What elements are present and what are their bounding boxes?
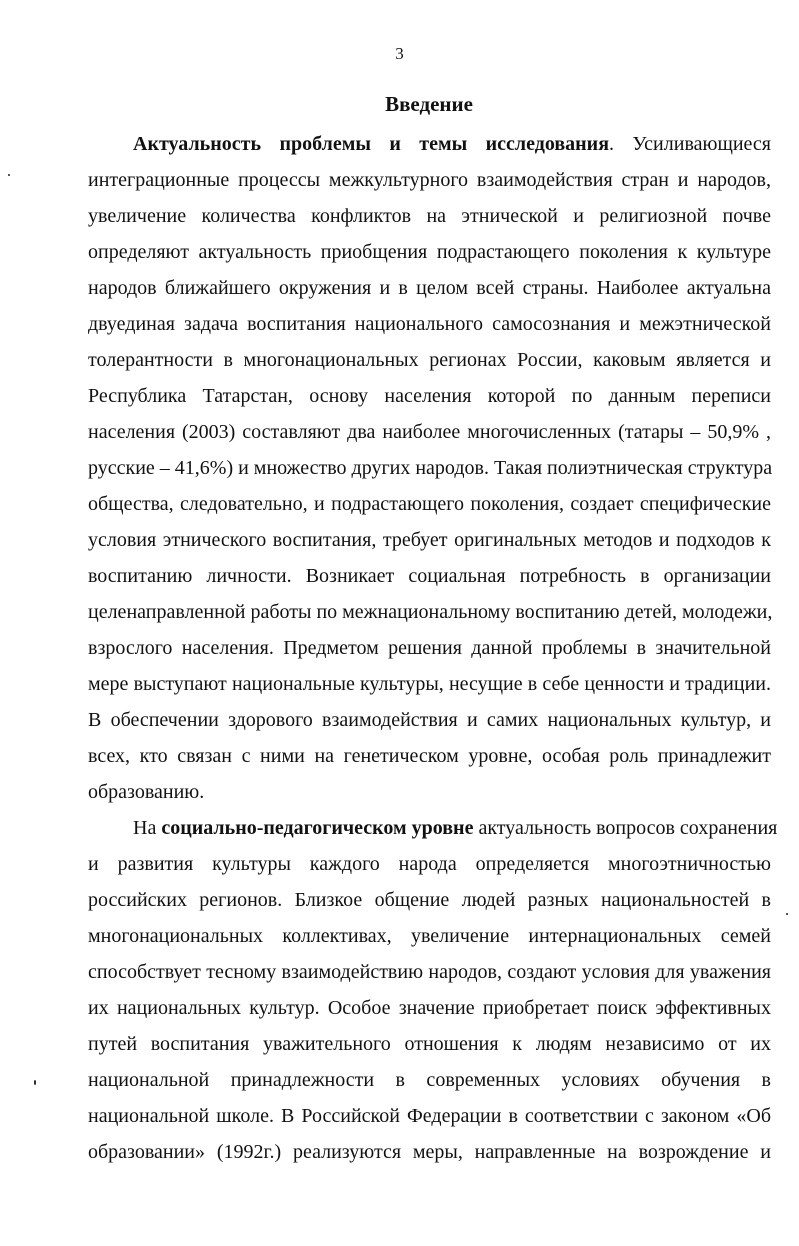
text-line: толерантности в многонациональных регионах России, каковым является и — [88, 349, 771, 371]
text-line: населения (2003) составляют два наиболее многочисленных (татары – 50,9% , — [88, 421, 771, 443]
text-line: путей воспитания уважительного отношения к людям независимо от их — [88, 1033, 771, 1055]
scan-speck — [8, 174, 10, 176]
text-line: русские – 41,6%) и множество других народов. Такая полиэтническая структура — [88, 457, 773, 479]
text-line: национальной школе. В Российской Федерации в соответствии с законом «Об — [88, 1105, 771, 1127]
text-line: воспитанию личности. Возникает социальная потребность в организации — [88, 565, 771, 587]
text-line: условия этнического воспитания, требует оригинальных методов и подходов к — [88, 529, 771, 551]
text-line: многонациональных коллективах, увеличение интернациональных семей — [88, 925, 771, 947]
text-line: их национальных культур. Особое значение приобретает поиск эффективных — [88, 997, 771, 1019]
topic-heading: Актуальность проблемы и темы исследования — [133, 133, 610, 155]
scan-speck — [34, 1080, 36, 1085]
paragraph-1-first-line — [88, 126, 771, 162]
text-line: национальной принадлежности в современных условиях обучения в — [88, 1069, 771, 1091]
text-span: . Усиливающиеся — [609, 133, 771, 155]
text-line: общества, следовательно, и подрастающего поколения, создает специфические — [88, 493, 771, 515]
text-line: определяют актуальность приобщения подрастающего поколения к культуре — [88, 241, 771, 263]
text-line: всех, кто связан с ними на генетическом уровне, особая роль принадлежит — [88, 745, 771, 767]
text-line: способствует тесному взаимодействию народов, создают условия для уважения — [88, 961, 771, 983]
body-text — [88, 126, 778, 1170]
text-line: интеграционные процессы межкультурного взаимодействия стран и народов, — [88, 169, 771, 191]
scan-speck — [786, 913, 788, 915]
text-span: На — [133, 817, 162, 839]
text-line: народов ближайшего окружения и в целом всей страны. Наиболее актуальна — [88, 277, 771, 299]
page-number: 3 — [395, 44, 404, 63]
text-span: актуальность вопросов сохранения — [473, 817, 778, 839]
paragraph-2-first-line — [88, 810, 778, 846]
text-line: и развития культуры каждого народа определяется многоэтничностью — [88, 853, 771, 875]
text-line: Республика Татарстан, основу населения которой по данным переписи — [88, 385, 771, 407]
text-line: В обеспечении здорового взаимодействия и самих национальных культур, и — [88, 709, 771, 731]
text-line: увеличение количества конфликтов на этнической и религиозной почве — [88, 205, 771, 227]
text-line: образовании» (1992г.) реализуются меры, направленные на возрождение и — [88, 1141, 771, 1163]
text-line: мере выступают национальные культуры, несущие в себе ценности и традиции. — [88, 673, 771, 695]
text-line: российских регионов. Близкое общение людей разных национальностей в — [88, 889, 771, 911]
text-line: образованию. — [88, 781, 205, 803]
text-line: взрослого населения. Предметом решения данной проблемы в значительной — [88, 637, 771, 659]
topic-heading: социально-педагогическом уровне — [161, 817, 474, 839]
text-line: целенаправленной работы по межнациональному воспитанию детей, молодежи, — [88, 601, 773, 623]
text-line: двуединая задача воспитания национального самосознания и межэтнической — [88, 313, 771, 335]
section-title: Введение — [385, 92, 473, 116]
